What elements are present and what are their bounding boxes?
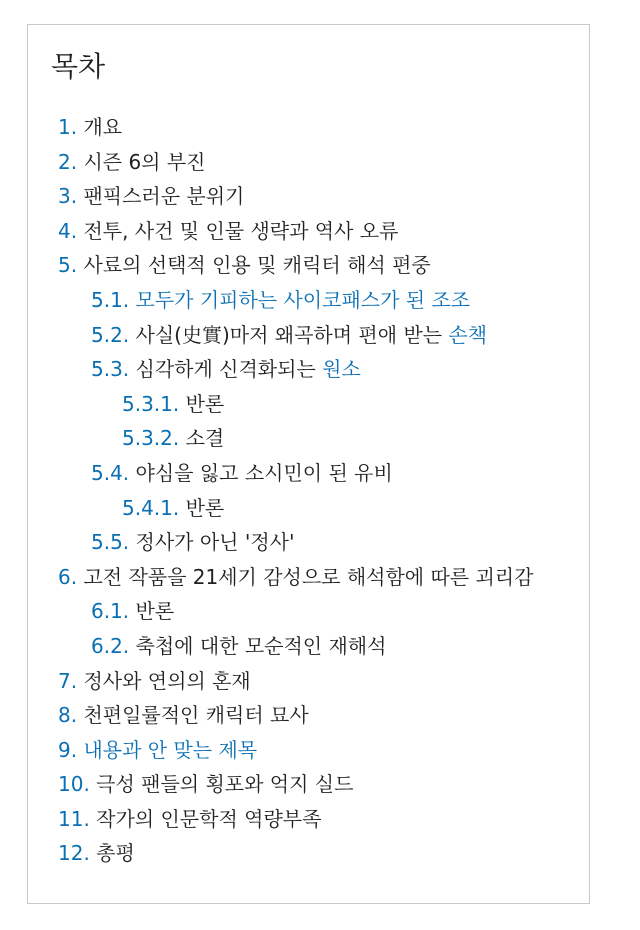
toc-text: 극성 팬들의 횡포와 억지 실드: [96, 772, 354, 797]
toc-number[interactable]: 2.: [58, 149, 78, 174]
toc-text: 천편일률적인 캐릭터 묘사: [83, 703, 309, 728]
toc-text: 개요: [83, 115, 123, 139]
toc-item-9[interactable]: [28, 733, 589, 768]
toc-item-7[interactable]: [28, 664, 589, 699]
toc-number[interactable]: 6.: [58, 564, 78, 589]
toc-text: 총평: [96, 841, 135, 866]
toc-item-5-4[interactable]: [28, 456, 589, 491]
toc-item-5-3[interactable]: [28, 352, 589, 387]
toc-number[interactable]: 5.3.: [91, 357, 130, 382]
toc-number[interactable]: 5.1.: [91, 287, 130, 312]
toc-item-12[interactable]: [28, 836, 589, 871]
toc-text-link[interactable]: 내용과 안 맞는 제목: [83, 737, 258, 762]
toc-number[interactable]: 5.: [58, 253, 78, 278]
toc-number[interactable]: 11.: [58, 806, 90, 831]
toc-number[interactable]: 4.: [58, 218, 78, 243]
toc-item-5-4-1[interactable]: [28, 491, 589, 526]
toc-number[interactable]: 7.: [58, 668, 78, 693]
toc-item-4[interactable]: [28, 214, 589, 249]
toc-text-link[interactable]: 원소: [322, 357, 361, 382]
toc-item-5-3-1[interactable]: [28, 387, 589, 422]
toc-number[interactable]: 8.: [58, 703, 78, 728]
toc-item-5[interactable]: [28, 248, 589, 283]
toc-list: [28, 110, 589, 871]
toc-number[interactable]: 5.3.1.: [122, 391, 180, 416]
table-of-contents: [27, 24, 590, 904]
toc-number[interactable]: 1.: [58, 115, 78, 139]
toc-text: 반론: [135, 599, 175, 624]
toc-item-6[interactable]: [28, 560, 589, 595]
toc-item-1[interactable]: [28, 110, 589, 145]
toc-text: 정사가 아닌 '정사': [135, 530, 295, 555]
toc-number[interactable]: 9.: [58, 737, 78, 762]
toc-text: 작가의 인문학적 역량부족: [96, 806, 322, 831]
toc-text: [136, 357, 361, 381]
toc-text: 반론: [185, 495, 225, 520]
toc-item-5-3-2[interactable]: [28, 421, 589, 456]
toc-text: [136, 323, 488, 347]
toc-item-5-1[interactable]: [28, 283, 589, 318]
toc-number[interactable]: 12.: [58, 841, 90, 866]
toc-number[interactable]: 5.4.1.: [122, 495, 180, 520]
toc-item-6-2[interactable]: [28, 629, 589, 664]
toc-item-8[interactable]: [28, 698, 589, 733]
toc-number[interactable]: 5.4.: [91, 460, 130, 485]
toc-text: 시즌 6의 부진: [83, 149, 206, 174]
toc-item-3[interactable]: [28, 179, 589, 214]
toc-item-10[interactable]: [28, 767, 589, 802]
toc-text: 축첩에 대한 모순적인 재해석: [135, 633, 387, 658]
toc-item-5-2[interactable]: [28, 318, 589, 353]
toc-number[interactable]: 6.1.: [91, 599, 130, 624]
toc-title: 목차: [51, 50, 106, 83]
toc-item-11[interactable]: [28, 802, 589, 837]
toc-number[interactable]: 5.2.: [91, 322, 130, 347]
toc-text: 사료의 선택적 인용 및 캐릭터 해석 편중: [83, 253, 431, 278]
toc-text-link[interactable]: 손책: [448, 322, 488, 347]
toc-text-plain: 사실(史實)마저 왜곡하며 편애 받는: [135, 322, 449, 347]
toc-item-2[interactable]: [28, 145, 589, 180]
toc-text: 소결: [185, 426, 225, 451]
toc-number[interactable]: 5.5.: [91, 530, 130, 555]
toc-text: 야심을 잃고 소시민이 된 유비: [135, 460, 393, 485]
toc-text: 팬픽스러운 분위기: [83, 184, 245, 209]
toc-item-5-5[interactable]: [28, 525, 589, 560]
toc-number[interactable]: 5.3.2.: [122, 426, 180, 451]
toc-text: 고전 작품을 21세기 감성으로 해석함에 따른 괴리감: [83, 564, 534, 589]
toc-text: 전투, 사건 및 인물 생략과 역사 오류: [83, 218, 399, 243]
toc-text-link[interactable]: 모두가 기피하는 사이코패스가 된 조조: [135, 287, 471, 312]
toc-text: 반론: [185, 391, 225, 416]
toc-text-plain: 심각하게 신격화되는: [135, 357, 323, 382]
toc-number[interactable]: 3.: [58, 184, 78, 209]
toc-item-6-1[interactable]: [28, 594, 589, 629]
toc-text: 정사와 연의의 혼재: [83, 668, 251, 693]
toc-number[interactable]: 6.2.: [91, 633, 130, 658]
toc-number[interactable]: 10.: [58, 772, 90, 797]
